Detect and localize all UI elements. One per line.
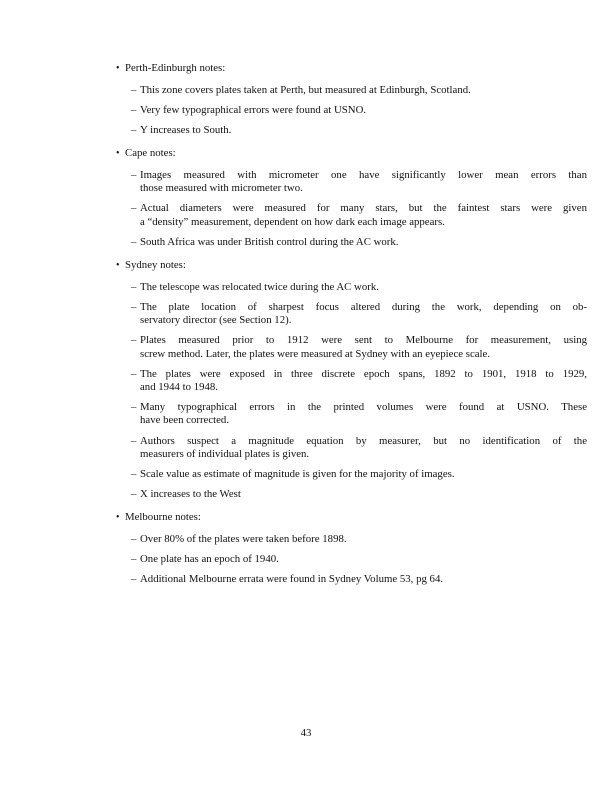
- note-line: Additional Melbourne errata were found in Sydney Volume 53, pg 64.: [140, 573, 444, 586]
- note-line: The plate location of sharpest focus altered during the work, depending on ob-: [140, 300, 587, 313]
- note-line: Plates measured prior to 1912 were sent to Melbourne for measurement, using: [140, 334, 587, 347]
- note-line: Authors suspect a magnitude equation by measurer, but no identification of the: [140, 434, 587, 447]
- dash-icon: –: [131, 488, 137, 501]
- note-line: This zone covers plates taken at Perth, but measured at Edinburgh, Scotland.: [140, 83, 471, 96]
- dash-icon: –: [131, 467, 137, 480]
- note-item: [125, 169, 587, 195]
- page-number: 43: [300, 727, 312, 739]
- dash-icon: –: [131, 334, 137, 347]
- note-item: [125, 124, 587, 137]
- dash-icon: –: [131, 235, 137, 248]
- section-title: Perth-Edinburgh notes:: [125, 62, 226, 74]
- note-line: servatory director (see Section 12).: [140, 314, 292, 327]
- dash-icon: –: [131, 434, 137, 447]
- note-line: measurers of individual plates is given.: [140, 447, 310, 460]
- note-line: a “density” measurement, dependent on how dark each image appears.: [140, 215, 445, 228]
- note-item: [125, 401, 587, 427]
- notes-list: [117, 62, 587, 587]
- dash-icon: –: [131, 169, 137, 182]
- list-section: [117, 511, 587, 586]
- note-item: [125, 573, 587, 586]
- note-item: [125, 334, 587, 360]
- bullet-icon: •: [116, 148, 120, 160]
- note-item: [125, 435, 587, 461]
- list-section: [117, 147, 587, 249]
- bullet-icon: •: [116, 512, 120, 524]
- note-line: Scale value as estimate of magnitude is given for the majority of images.: [140, 467, 455, 480]
- note-line: Over 80% of the plates were taken before 1898.: [140, 533, 347, 546]
- dash-icon: –: [131, 83, 137, 96]
- note-line: Actual diameters were measured for many stars, but the faintest stars were given: [140, 202, 587, 215]
- note-item: [125, 488, 587, 501]
- section-title: Cape notes:: [125, 147, 176, 160]
- note-item: [125, 301, 587, 327]
- section-notes: [125, 169, 587, 249]
- dash-icon: –: [131, 124, 137, 137]
- note-line: Many typographical errors in the printed volumes were found at USNO. These: [140, 401, 587, 414]
- note-line: The telescope was relocated twice during the AC work.: [140, 280, 379, 293]
- bullet-icon: •: [116, 260, 120, 272]
- dash-icon: –: [131, 103, 137, 116]
- note-line: and 1944 to 1948.: [140, 380, 218, 393]
- section-notes: [125, 533, 587, 587]
- bullet-icon: •: [116, 63, 120, 74]
- note-line: South Africa was under British control during the AC work.: [140, 235, 399, 248]
- dash-icon: –: [131, 300, 137, 313]
- dash-icon: –: [131, 573, 137, 586]
- section-title: Melbourne notes:: [125, 511, 201, 524]
- note-item: [125, 553, 587, 566]
- note-item: [125, 84, 587, 97]
- dash-icon: –: [131, 553, 137, 566]
- note-item: [125, 236, 587, 249]
- note-item: [125, 468, 587, 481]
- section-title: Sydney notes:: [125, 259, 186, 272]
- note-line: have been corrected.: [140, 414, 230, 427]
- note-line: The plates were exposed in three discrete epoch spans, 1892 to 1901, 1918 to 1929,: [140, 367, 587, 380]
- note-item: [125, 368, 587, 394]
- note-line: screw method. Later, the plates were measured at Sydney with an eyepiece scale.: [140, 347, 491, 360]
- dash-icon: –: [131, 367, 137, 380]
- note-item: [125, 104, 587, 117]
- note-line: Y increases to South.: [140, 124, 232, 137]
- list-section: [117, 62, 587, 137]
- section-notes: [125, 84, 587, 138]
- note-line: One plate has an epoch of 1940.: [140, 553, 279, 566]
- dash-icon: –: [131, 533, 137, 546]
- list-section: [117, 259, 587, 501]
- note-item: [125, 202, 587, 228]
- note-line: those measured with micrometer two.: [140, 182, 303, 195]
- note-line: X increases to the West: [140, 488, 241, 501]
- note-item: [125, 533, 587, 546]
- note-line: Images measured with micrometer one have significantly lower mean errors than: [140, 169, 587, 182]
- dash-icon: –: [131, 280, 137, 293]
- note-item: [125, 281, 587, 294]
- dash-icon: –: [131, 401, 137, 414]
- section-notes: [125, 281, 587, 502]
- dash-icon: –: [131, 202, 137, 215]
- note-line: Very few typographical errors were found at USNO.: [140, 103, 367, 116]
